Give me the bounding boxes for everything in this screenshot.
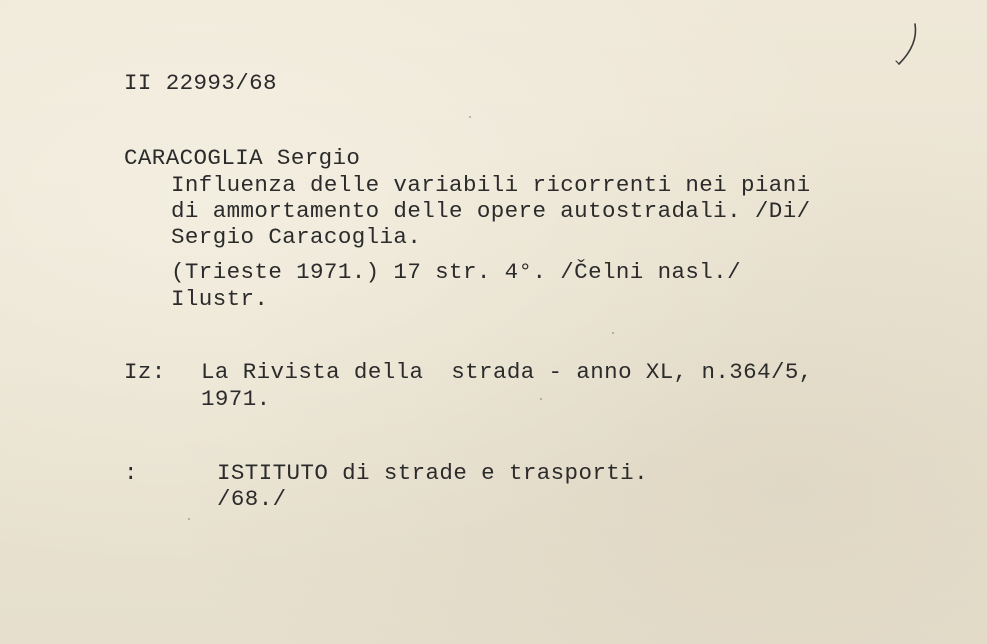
title-line-3: Sergio Caracoglia. <box>171 224 422 250</box>
holder-line-2: /68./ <box>217 486 287 512</box>
imprint-line-1: (Trieste 1971.) 17 str. 4°. /Čelni nasl./ <box>171 259 741 285</box>
paper-speck <box>469 116 471 118</box>
paper-speck <box>612 332 614 334</box>
paper-speck <box>188 518 190 520</box>
holder-label: : <box>124 460 138 486</box>
paper-speck <box>540 398 542 400</box>
holder-line-1: ISTITUTO di strade e trasporti. <box>217 460 648 486</box>
source-line-1: La Rivista della strada - anno XL, n.364/5, <box>201 359 813 385</box>
source-label: Iz: <box>124 359 166 385</box>
title-line-1: Influenza delle variabili ricorrenti nei piani <box>171 172 811 198</box>
handwritten-check-mark <box>893 20 923 70</box>
author-heading: CARACOGLIA Sergio <box>124 145 361 171</box>
call-number: II 22993/68 <box>124 70 277 96</box>
source-line-2: 1971. <box>201 386 271 412</box>
title-line-2: di ammortamento delle opere autostradali. /Di/ <box>171 198 811 224</box>
imprint-line-2: Ilustr. <box>171 286 269 312</box>
